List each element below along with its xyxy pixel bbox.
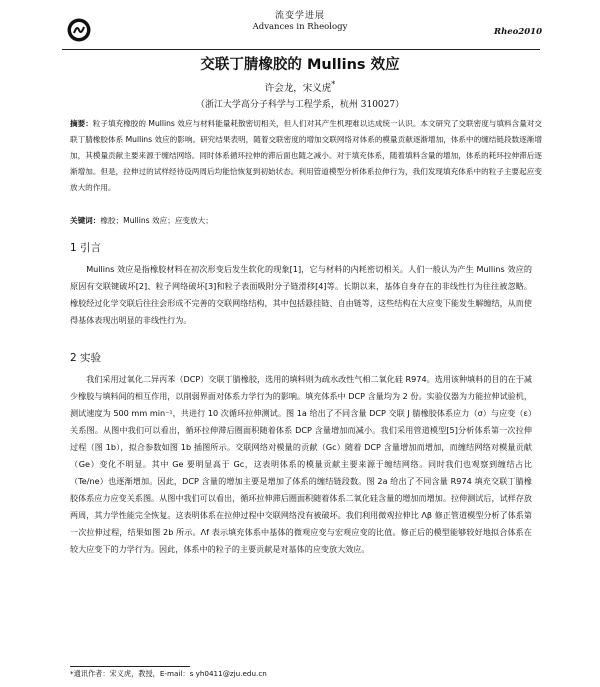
running-header bbox=[0, 11, 600, 51]
keywords-label: 关键词： bbox=[70, 216, 101, 225]
section-heading-intro: 1 引言 bbox=[70, 242, 102, 254]
section-intro-paragraph: Mullins 效应是指橡胶材料在初次形变后发生软化的现象[1]，它与材料的内耗密切相关。人们一般认为产生 Mullins 效应的原因有交联键破坏[2]、粒子网络破坏[3]和粒子表面吸附分子链滑移[4]等。长期以来，基体自身存在的非线性行为往往被忽略。橡胶经过化学交联后往往会形成不完善的交联网络结构，其中包括悬挂链、自由链等，这些结构在大应变下能发生解缠结，从而使得基体表现出明显的非线性行为。 bbox=[70, 264, 532, 325]
section-experiment-paragraph: 我们采用过氧化二异丙苯（DCP）交联丁腈橡胶，选用的填料则为疏水改性气相二氧化硅 R974。选用该种填料的目的在于减少橡胶与填料间的相互作用，以削弱界面对体系力学行为的影响。填充体系中 DCP 含量均为 2 份。实验仪器为力能拉伸试验机，测试速度为 500 mm min⁻¹，共进行 10 次循环拉伸测试。图 1a 给出了不同含量 DCP 交联 J 腈橡胶体系应力（σ）与应变（ε）关系图。从图中我们可以看出，循环拉伸滞后圈面积随着体系 DCP 含量增加而减小。我们采用管道模型[5]分析体系第一次拉伸过程（图 1b），拟合参数如图 1b 插图所示。交联网络对模量的贡献（Gc）随着 DCP 含量增加而增加，而缠结网络对模量贡献（Ge）变化不明显。其中 Ge 要明显高于 Gc，这表明体系的模量贡献主要来源于缠结网络。同时我们也观察到缠结占比（Te/ne）也逐渐增加。因此，DCP 含量的增加主要是增加了体系的缠结链段数。图 2a 给出了不同含量 R974 填充交联丁腈橡胶体系应力应变关系图。从图中我们可以看出，循环拉伸滞后圈面积随着体系二氧化硅含量的增加而增加。拉伸测试后，试样存放两周，其力学性能完全恢复。这表明体系在拉伸过程中交联网络没有被破坏。我们利用微观拉伸比 Λβ 修正管道模型分析了体系第一次拉伸过程，结果如图 2b 所示。Λf 表示填充体系中基体的微观应变与宏观应变的比值。修正后的模型能够较好地拟合体系在较大应变下的力学行为。因此，体系中的粒子的主要贡献是对基体的应变放大效应。 bbox=[70, 374, 532, 554]
footnote: *通讯作者：宋义虎，教授，E-mail：s yh0411@zju.edu.cn bbox=[70, 669, 267, 678]
authors: 许会龙，宋义虎 bbox=[264, 83, 332, 95]
header-rule bbox=[62, 49, 540, 50]
paper-title: 交联丁腈橡胶的 Mullins 效应 bbox=[200, 57, 400, 73]
footnote-rule bbox=[70, 666, 190, 667]
author-line bbox=[0, 80, 600, 94]
corresponding-mark: * bbox=[331, 80, 336, 89]
abstract bbox=[70, 116, 542, 196]
abstract-label: 摘要： bbox=[70, 119, 93, 128]
abstract-text: 粒子填充橡胶的 Mullins 效应与材料能量耗散密切相关，但人们对其产生机理难以达成统一认识。本文研究了交联密度与填料含量对交联丁腈橡胶体系 Mullins 效应的影响。研究结果表明，随着交联密度的增加交联网络对体系的模量贡献逐渐增加，体系中的缠结链段数逐渐增加，其模量贡献主要来源于缠结网络。同时体系循环拉伸的滞后面也随之减小。对于填充体系，随着填料含量的增加，体系的耗环拉伸滞后逐渐增加。但是，拉伸过的试样经待设两周后均能恰恢复到初始状态。利用管道模型分析体系拉伸行为，我们发现填充体系中的粒子主要起应变放大的作用。 bbox=[70, 119, 542, 192]
affiliation: （浙江大学高分子科学与工程学系，杭州 310027） bbox=[195, 100, 405, 110]
journal-name-en: Advances in Rheology bbox=[252, 21, 348, 32]
section-heading-experiment: 2 实验 bbox=[70, 352, 102, 364]
keywords-text: 橡胶；Mullins 效应；应变放大； bbox=[100, 216, 213, 225]
journal-name-cn: 流变学进展 bbox=[274, 11, 325, 21]
conference-year: Rheo2010 bbox=[494, 27, 542, 37]
keywords bbox=[70, 214, 542, 228]
